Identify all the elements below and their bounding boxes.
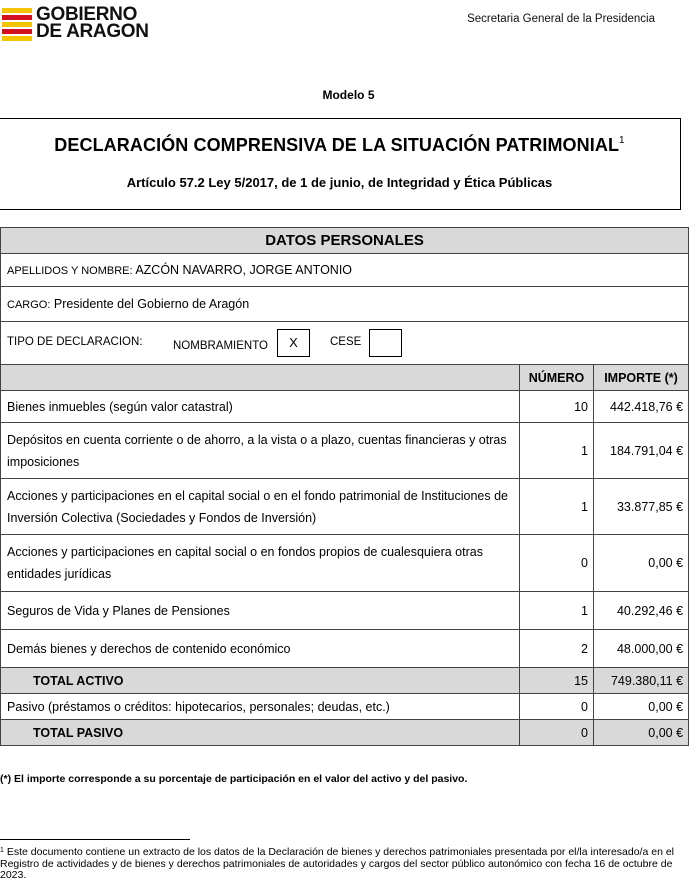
footnote-divider [0,839,190,840]
pasivo-label: Pasivo (préstamos o créditos: hipotecarios, personales; deudas, etc.) [1,694,520,720]
table-row [1,479,689,535]
row-numero: 1 [520,479,594,535]
cargo-value: Presidente del Gobierno de Aragón [53,297,250,311]
pasivo-importe: 0,00 € [594,694,689,720]
table-row [1,423,689,479]
footnote [0,845,690,882]
total-pasivo-numero: 0 [520,720,594,746]
pasivo-row [1,694,689,720]
row-label: Demás bienes y derechos de contenido económico [1,630,520,668]
total-activo-numero: 15 [520,668,594,694]
row-numero: 10 [520,391,594,423]
logo-line-1: GOBIERNO [36,4,138,25]
tipo-row [1,322,689,365]
total-activo-row [1,668,689,694]
tipo-label: TIPO DE DECLARACION: [7,336,143,348]
row-importe: 184.791,04 € [594,423,689,479]
row-importe: 40.292,46 € [594,592,689,630]
nombramiento-label: NOMBRAMIENTO [173,340,268,352]
nombre-cell [1,254,689,287]
column-header-blank [1,365,520,391]
aragon-flag-icon [2,8,32,42]
row-label: Acciones y participaciones en el capital social o en el fondo patrimonial de Instituciones de Inversión Colectiva (Sociedades y Fondos de Inversión) [1,479,520,535]
document-title-text: DECLARACIÓN COMPRENSIVA DE LA SITUACIÓN PATRIMONIAL [54,135,620,155]
document-title [0,135,680,156]
row-importe: 0,00 € [594,535,689,592]
cese-label: CESE [330,336,362,348]
total-pasivo-label: TOTAL PASIVO [1,720,520,746]
total-activo-label: TOTAL ACTIVO [1,668,520,694]
row-importe: 48.000,00 € [594,630,689,668]
department-name: Secretaria General de la Presidencia [467,13,655,25]
column-header-numero: NÚMERO [520,365,594,391]
row-importe: 442.418,76 € [594,391,689,423]
row-label: Depósitos en cuenta corriente o de ahorro, a la vista o a plazo, cuentas financieras y otras imposiciones [1,423,520,479]
page-header [0,0,697,50]
nombre-row [1,254,689,287]
footnote-text: Este documento contiene un extracto de los datos de la Declaración de bienes y derechos patrimoniales presentada por el/la interesado/a en el Registro de actividades y de bienes y derechos patrimoniales de autoridades y cargos del sector público autonómico con fecha 16 de octubre de 2023. [0,846,674,881]
cese-checkbox[interactable] [369,329,402,357]
tipo-cell [1,322,689,365]
logo-line-2: DE ARAGON [36,21,149,42]
cargo-label: CARGO: [7,299,51,311]
row-importe: 33.877,85 € [594,479,689,535]
table-row [1,535,689,592]
section-title: DATOS PERSONALES [1,228,689,254]
table-row [1,592,689,630]
row-numero: 2 [520,630,594,668]
total-activo-importe: 749.380,11 € [594,668,689,694]
nombre-value: AZCÓN NAVARRO, JORGE ANTONIO [135,263,353,277]
row-numero: 1 [520,592,594,630]
cargo-row [1,287,689,322]
title-footnote-ref: 1 [619,135,625,146]
column-header-importe: IMPORTE (*) [594,365,689,391]
row-label: Acciones y participaciones en capital social o en fondos propios de cualesquiera otras entidades jurídicas [1,535,520,592]
row-label: Bienes inmuebles (según valor catastral) [1,391,520,423]
row-label: Seguros de Vida y Planes de Pensiones [1,592,520,630]
table-row [1,391,689,423]
section-header-row [1,228,689,254]
row-numero: 1 [520,423,594,479]
importe-note: (*) El importe corresponde a su porcentaje de participación en el valor del activo y del pasivo. [0,773,468,785]
nombramiento-checkbox[interactable]: X [277,329,310,357]
modelo-label: Modelo 5 [322,88,375,102]
cargo-cell [1,287,689,322]
footnote-ref: 1 [0,847,4,854]
nombre-label: APELLIDOS Y NOMBRE: [7,265,133,277]
column-header-row [1,365,689,391]
logo-text [36,6,149,40]
row-numero: 0 [520,535,594,592]
declaration-table [0,227,689,746]
total-pasivo-row [1,720,689,746]
total-pasivo-importe: 0,00 € [594,720,689,746]
table-row [1,630,689,668]
document-subtitle: Artículo 57.2 Ley 5/2017, de 1 de junio, de Integridad y Ética Públicas [126,175,553,190]
pasivo-numero: 0 [520,694,594,720]
gobierno-aragon-logo [2,6,162,44]
title-box [0,118,681,210]
